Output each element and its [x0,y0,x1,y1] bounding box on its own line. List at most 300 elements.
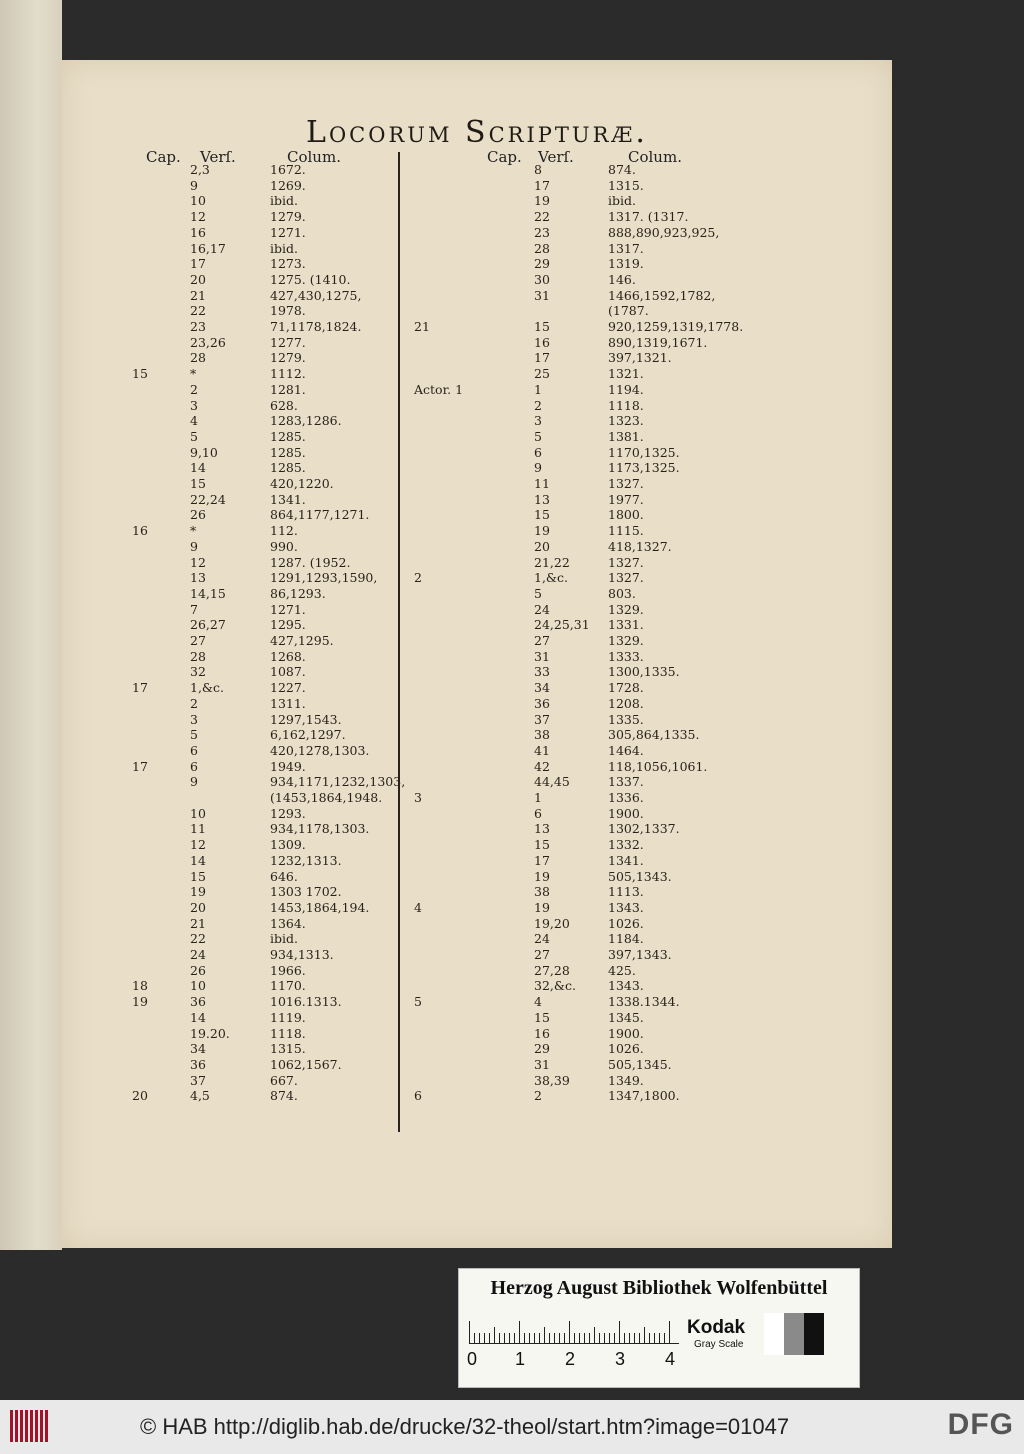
ruler-tick [479,1333,480,1343]
index-column-ref: 1315. [270,1041,306,1057]
index-row [132,382,402,398]
index-row [132,523,402,539]
index-verse: 13 [534,821,550,837]
index-row [414,319,834,335]
index-row [132,743,402,759]
index-row [132,256,402,272]
ruler-tick [554,1333,555,1343]
index-row [132,539,402,555]
index-verse: 6 [190,742,198,758]
gray-patch-black [804,1313,824,1355]
index-column-ref: 1315. [608,177,644,193]
index-column-ref: 803. [608,585,636,601]
index-verse: 4,5 [190,1088,210,1104]
index-verse: 41 [534,742,550,758]
index-row [414,476,834,492]
index-row [414,335,834,351]
index-verse: 17 [534,350,550,366]
index-row [414,617,834,633]
index-column-ref: 1113. [608,884,644,900]
index-row [414,570,834,586]
index-column-ref: 1329. [608,601,644,617]
index-verse: 2 [190,381,198,397]
index-row [132,900,402,916]
index-verse: * [190,366,197,382]
index-column-ref: 1672. [270,162,306,177]
index-verse: 11 [534,476,550,491]
index-row [132,806,402,822]
ruler-tick [499,1333,500,1343]
index-column-ref: 146. [608,271,636,287]
index-verse: 21 [190,287,206,303]
index-row [414,1026,834,1042]
copyright-link[interactable]: © HAB http://diglib.hab.de/drucke/32-theol/start.htm?image=01047 [140,1414,790,1439]
index-column-ref: 118,1056,1061. [608,758,708,774]
index-column-ref: 1026. [608,915,644,931]
right-index-column [414,162,834,1122]
index-column-ref: 1364. [270,915,306,931]
index-verse: 9 [190,538,198,554]
index-verse: 3 [190,397,198,413]
index-verse: 8 [534,162,542,177]
index-column-ref: 1345. [608,1009,644,1025]
index-row [414,821,834,837]
index-verse: 27 [534,947,550,962]
index-row [132,319,402,335]
index-column-ref: 1170. [270,978,306,994]
index-row [132,994,402,1010]
index-column-ref: ibid. [270,193,298,209]
index-verse: 16 [190,224,206,240]
index-row [132,790,402,806]
index-column-ref: 1170,1325. [608,444,680,460]
ruler-number: 1 [515,1349,526,1369]
index-cap: 5 [414,994,422,1010]
index-row [132,617,402,633]
index-verse: 24,25,31 [534,617,590,633]
index-row [414,900,834,916]
index-verse: 23 [534,224,550,240]
book-page [62,60,892,1248]
index-column-ref: 1464. [608,742,644,758]
ruler-tick [619,1321,620,1343]
index-column-ref: 427,1295. [270,633,334,648]
index-verse: 20 [190,899,206,915]
scale-ruler [469,1317,679,1344]
index-column-ref: 397,1321. [608,350,672,366]
index-verse: 5 [534,428,542,444]
index-row [132,727,402,743]
index-verse: 20 [190,271,206,287]
index-column-ref: 305,864,1335. [608,727,700,743]
index-cap: 2 [414,570,422,586]
index-verse: 9 [190,774,198,790]
index-column-ref: 1341. [270,491,306,507]
ruler-tick [669,1321,670,1343]
index-verse: 22 [534,209,550,225]
index-row [132,649,402,665]
index-verse: 27,28 [534,962,570,978]
index-verse: 25 [534,366,550,382]
index-row [132,586,402,602]
index-column-ref: 1285. [270,460,306,476]
index-verse: 5 [534,585,542,601]
index-verse: 38 [534,884,550,900]
ruler-tick [659,1333,660,1343]
index-column-ref: 920,1259,1319,1778. [608,319,744,334]
right-vers-header: Verſ. [538,148,574,166]
index-column-ref: ibid. [270,240,298,256]
index-column-ref: 1184. [608,931,644,947]
index-verse: 29 [534,256,550,272]
index-verse: 15 [534,319,550,334]
index-verse: 32 [190,664,206,680]
left-vers-header: Verſ. [200,148,236,166]
index-column-ref: 934,1313. [270,947,334,962]
index-column-ref: 888,890,923,925, [608,224,720,240]
index-row [132,696,402,712]
ruler-tick [639,1333,640,1343]
index-verse: 14 [190,852,206,868]
index-column-ref: 1173,1325. [608,460,680,476]
index-column-ref: 1016.1313. [270,994,342,1010]
ruler-tick [654,1333,655,1343]
page-heading: Locorum Scripturæ. [306,115,648,150]
index-row [132,963,402,979]
index-row [414,649,834,665]
index-row [132,869,402,885]
index-verse: 2 [534,397,542,413]
index-row [132,350,402,366]
index-verse: 2,3 [190,162,210,177]
index-verse: 15 [534,837,550,853]
index-column-ref: 418,1327. [608,538,672,554]
ruler-number: 3 [615,1349,626,1369]
index-verse: 17 [534,177,550,193]
index-row [414,241,834,257]
index-column-ref: 1302,1337. [608,821,680,837]
index-column-ref: 1329. [608,633,644,648]
index-row [414,382,834,398]
ruler-tick [664,1333,665,1343]
index-verse: 1,&c. [190,680,225,696]
index-column-ref: 1327. [608,570,644,586]
index-row [414,1010,834,1026]
index-row [414,1057,834,1073]
index-column-ref: 1293. [270,805,306,821]
index-row [132,774,406,790]
ruler-tick [529,1333,530,1343]
index-column-ref: 1800. [608,507,644,523]
index-column-ref: 1349. [608,1072,644,1088]
index-verse: 32,&c. [534,978,576,994]
index-verse: 2 [534,1088,542,1104]
index-verse: 28 [190,350,206,366]
index-column-ref: (1787. [608,303,649,319]
index-column-ref: 1273. [270,256,306,272]
index-column-ref: 1277. [270,334,306,350]
index-cap: 4 [414,899,422,915]
index-column-ref: 1466,1592,1782, [608,287,716,303]
index-column-ref: 425. [608,962,636,978]
index-verse: 19 [534,868,550,884]
index-verse: 6 [534,805,542,821]
index-column-ref: 1271. [270,601,306,617]
index-row [132,602,402,618]
index-verse: 19 [534,523,550,539]
index-cap: 18 [132,978,148,994]
index-verse: 9,10 [190,444,218,460]
ruler-tick [574,1333,575,1343]
index-verse: 12 [190,554,206,570]
index-verse: 26,27 [190,617,226,633]
index-row [414,712,834,728]
index-cap: 17 [132,680,148,696]
index-cap: 20 [132,1088,148,1104]
index-row [414,853,834,869]
index-row [414,696,834,712]
index-row [132,555,402,571]
index-column-ref: 1335. [608,711,644,727]
index-column-ref: 1453,1864,194. [270,899,370,915]
index-column-ref: 1317. (1317. [608,209,689,225]
index-row [132,476,402,492]
index-column-ref: 1271. [270,224,306,240]
ruler-tick [484,1333,485,1343]
dfg-logo: DFG [947,1408,1014,1441]
index-column-ref: 1321. [608,366,644,382]
index-verse: 31 [534,648,550,664]
ruler-tick [494,1327,495,1343]
index-column-ref: 397,1343. [608,947,672,962]
index-row [132,947,402,963]
index-row [414,350,834,366]
index-column-ref: 1323. [608,413,644,429]
index-row [414,978,834,994]
index-column-ref: 934,1171,1232,1303, [270,774,406,790]
index-verse: 19,20 [534,915,570,931]
index-row [132,916,402,932]
index-row [414,413,834,429]
index-verse: 27 [190,633,206,648]
index-verse: 19 [190,884,206,900]
index-verse: 19.20. [190,1025,230,1041]
index-verse: 1,&c. [534,570,569,586]
index-row [132,759,402,775]
index-verse: 16 [534,1025,550,1041]
index-column-ref: 628. [270,397,298,413]
index-column-ref: ibid. [270,931,298,947]
index-verse: 22 [190,303,206,319]
gray-patch-white [764,1313,784,1355]
index-row [132,162,402,178]
index-verse: 15 [534,507,550,523]
ruler-tick [589,1333,590,1343]
index-column-ref: 990. [270,538,298,554]
index-verse: 42 [534,758,550,774]
index-verse: 13 [190,570,206,586]
index-column-ref: 112. [270,523,298,539]
index-verse: 7 [190,601,198,617]
index-column-ref: 1232,1313. [270,852,342,868]
index-verse: 16,17 [190,240,226,256]
index-verse: 1 [534,381,542,397]
left-colum-header: Colum. [287,148,341,166]
index-column-ref: 646. [270,868,298,884]
ruler-number: 0 [467,1349,478,1369]
index-column-ref: 1966. [270,962,306,978]
index-column-ref: 1347,1800. [608,1088,680,1104]
index-column-ref: 1194. [608,381,644,397]
index-column-ref: 1287. (1952. [270,554,351,570]
ruler-tick [549,1333,550,1343]
index-verse: 30 [534,271,550,287]
index-verse: 44,45 [534,774,570,790]
index-column-ref: 1336. [608,790,644,805]
index-verse: 29 [534,1041,550,1057]
index-row [414,303,834,319]
index-row [414,884,834,900]
index-column-ref: 874. [270,1088,298,1104]
index-verse: 10 [190,193,206,209]
index-row [132,241,402,257]
hab-logo-icon [10,1410,50,1442]
index-column-ref: 1279. [270,209,306,225]
index-verse: 11 [190,821,206,837]
index-row [414,193,834,209]
ruler-tick [634,1333,635,1343]
ruler-number: 2 [565,1349,576,1369]
ruler-tick [629,1333,630,1343]
index-column-ref: 1295. [270,617,306,633]
index-row [414,963,834,979]
index-row [132,193,402,209]
index-row [132,853,402,869]
index-verse: 5 [190,727,198,743]
index-row [414,1088,834,1104]
index-row [414,429,834,445]
left-index-column [132,162,406,1122]
ruler-tick [644,1327,645,1343]
index-row [132,507,402,523]
index-row [414,225,834,241]
ruler-tick [504,1333,505,1343]
index-row [414,539,834,555]
index-cap: Actor. 1 [414,381,464,397]
index-verse: 14,15 [190,585,226,601]
ruler-tick [594,1327,595,1343]
index-verse: 14 [190,1009,206,1025]
index-column-ref: 1319. [608,256,644,272]
index-row [132,680,402,696]
index-column-ref: 1978. [270,303,306,319]
index-column-ref: 1281. [270,381,306,397]
index-row [414,162,834,178]
index-column-ref: 1115. [608,523,644,539]
ruler-tick [519,1321,520,1343]
index-column-ref: 1341. [608,852,644,868]
index-verse: 20 [534,538,550,554]
index-verse: 12 [190,209,206,225]
index-column-ref: 1900. [608,805,644,821]
index-column-ref: 86,1293. [270,585,326,601]
index-column-ref: 1311. [270,695,306,711]
index-row [132,460,402,476]
index-row [132,1057,402,1073]
index-verse: 16 [534,334,550,350]
index-column-ref: 1291,1293,1590, [270,570,378,586]
index-column-ref: 1381. [608,428,644,444]
index-verse: 9 [534,460,542,476]
index-verse: 23,26 [190,334,226,350]
index-column-ref: 890,1319,1671. [608,334,708,350]
ruler-tick [544,1327,545,1343]
index-verse: 10 [190,805,206,821]
kodak-brand: Kodak [687,1317,746,1338]
kodak-gray-scale-label: Gray Scale [694,1339,744,1350]
index-row [132,288,402,304]
right-cap-header: Cap. [487,148,522,166]
index-verse: 3 [190,711,198,727]
index-row [414,727,834,743]
index-verse: 28 [190,648,206,664]
index-column-ref: 1275. (1410. [270,271,351,287]
index-column-ref: 1327. [608,554,644,570]
index-verse: 34 [534,680,550,696]
index-row [132,303,402,319]
index-row [414,759,834,775]
index-verse: 17 [534,852,550,868]
index-column-ref: ibid. [608,193,636,209]
index-verse: 22 [190,931,206,947]
index-verse: 21,22 [534,554,570,570]
index-row [132,884,402,900]
library-name: Herzog August Bibliothek Wolfenbüttel [490,1277,828,1299]
index-row [414,931,834,947]
index-column-ref: 420,1278,1303. [270,742,370,758]
index-verse: 23 [190,319,206,334]
index-verse: 13 [534,491,550,507]
index-verse: 38,39 [534,1072,570,1088]
index-column-ref: 1026. [608,1041,644,1057]
index-column-ref: 1317. [608,240,644,256]
ruler-tick [489,1333,490,1343]
index-row [132,837,402,853]
index-row [132,821,402,837]
index-row [132,398,402,414]
index-row [414,633,834,649]
index-column-ref: 1309. [270,837,306,853]
index-row [414,366,834,382]
index-verse: 15 [190,476,206,491]
index-verse: 10 [190,978,206,994]
index-row [414,272,834,288]
index-row [414,680,834,696]
index-column-ref: 1337. [608,774,644,790]
index-column-ref: 1332. [608,837,644,853]
index-column-ref: 934,1178,1303. [270,821,370,837]
index-column-ref: 1118. [608,397,644,413]
ruler-tick [579,1333,580,1343]
index-cap: 17 [132,758,148,774]
index-row [132,413,402,429]
footer-bar [0,1400,1024,1454]
index-verse: 5 [190,428,198,444]
index-column-ref: 6,162,1297. [270,727,346,743]
index-cap: 15 [132,366,148,382]
index-column-ref: 874. [608,162,636,177]
index-row [414,790,834,806]
